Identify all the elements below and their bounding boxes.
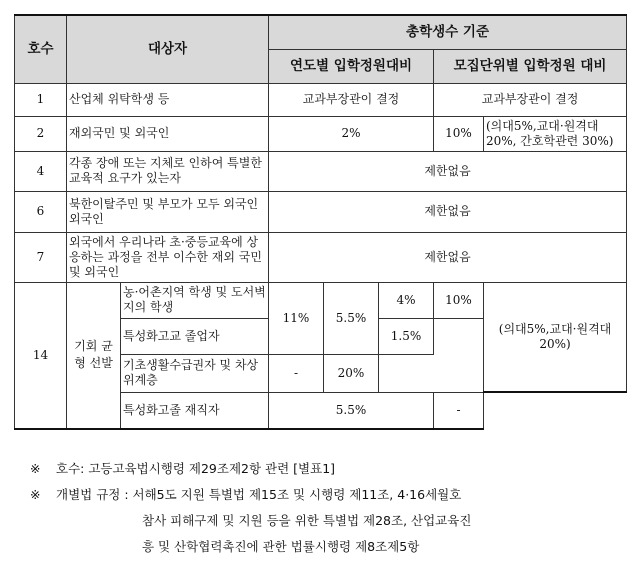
row2-no: 2 bbox=[15, 116, 67, 151]
row14-item1-pct: 4% bbox=[379, 282, 434, 318]
footnote-text: 참사 피해구제 및 지원 등을 위한 특별법 제28조, 산업교육진 bbox=[142, 513, 472, 528]
header-unit-quota: 모집단위별 입학정원 대비 bbox=[434, 49, 627, 83]
row2-year: 2% bbox=[269, 116, 434, 151]
footnote-2-cont-2 bbox=[30, 534, 620, 560]
row14-item4-name: 특성화고졸 재직자 bbox=[121, 392, 269, 429]
row14-year-sub: 5.5% bbox=[324, 282, 379, 354]
row14-group: 기회 균형 선발 bbox=[67, 282, 121, 429]
row14-item2-name: 특성화고교 졸업자 bbox=[121, 318, 269, 354]
row14-unit-note: (의대5%,교대·원격대20%) bbox=[484, 282, 627, 392]
header-no: 호수 bbox=[15, 15, 67, 83]
row7-target: 외국에서 우리나라 초·중등교육에 상응하는 과정을 전부 이수한 재외 국민 및 외국인 bbox=[67, 232, 269, 282]
footnote-mark: ※ bbox=[30, 461, 41, 476]
footnote-1 bbox=[30, 456, 620, 482]
row1-unit: 교과부장관이 결정 bbox=[434, 83, 627, 116]
footnote-text: 호수: 고등고육법시행령 제29조제2항 관련 [별표1] bbox=[56, 461, 336, 476]
row1-no: 1 bbox=[15, 83, 67, 116]
row4-value: 제한없음 bbox=[269, 151, 627, 191]
row2-unit-note: (의대5%,교대·원격대20%, 간호학관련 30%) bbox=[484, 116, 627, 151]
row7-no: 7 bbox=[15, 232, 67, 282]
row6-no: 6 bbox=[15, 191, 67, 232]
footnote-2 bbox=[30, 482, 620, 508]
row2-unit: 10% bbox=[434, 116, 484, 151]
row1-year: 교과부장관이 결정 bbox=[269, 83, 434, 116]
row4-target: 각종 장애 또는 지체로 인하여 특별한 교육적 요구가 있는자 bbox=[67, 151, 269, 191]
row14-item3-name: 기초생활수급권자 및 차상위계층 bbox=[121, 354, 269, 392]
row6-value: 제한없음 bbox=[269, 191, 627, 232]
footnote-2-cont-1 bbox=[30, 508, 620, 534]
row14-year-total: 11% bbox=[269, 282, 324, 354]
footnote-mark: ※ bbox=[30, 487, 41, 502]
row14-unit-main: 10% bbox=[434, 282, 484, 318]
quota-table bbox=[14, 14, 627, 430]
row1-target: 산업체 위탁학생 등 bbox=[67, 83, 269, 116]
row14-item4-unit: - bbox=[434, 392, 484, 429]
row6-target: 북한이탈주민 및 부모가 모두 외국인 외국인 bbox=[67, 191, 269, 232]
header-target: 대상자 bbox=[67, 15, 269, 83]
footnote-text: 개별법 규정 : 서해5도 지원 특별법 제15조 및 시행령 제11조, 4·16세월호 bbox=[56, 487, 462, 502]
footnote-text: 흥 및 산학협력촉진에 관한 법률시행령 제8조제5항 bbox=[142, 539, 420, 554]
header-year-quota: 연도별 입학정원대비 bbox=[269, 49, 434, 83]
row4-no: 4 bbox=[15, 151, 67, 191]
row14-item3-pct: - bbox=[269, 354, 324, 392]
row14-item4-pct: 5.5% bbox=[269, 392, 434, 429]
header-quota: 총학생수 기준 bbox=[269, 15, 627, 49]
row14-item3-unit: 20% bbox=[324, 354, 379, 392]
footnotes bbox=[30, 456, 620, 560]
row14-no: 14 bbox=[15, 282, 67, 429]
row14-item2-pct: 1.5% bbox=[379, 318, 434, 354]
row2-target: 재외국민 및 외국인 bbox=[67, 116, 269, 151]
document bbox=[14, 14, 627, 430]
row7-value: 제한없음 bbox=[269, 232, 627, 282]
row14-item1-name: 농·어촌지역 학생 및 도서벽지의 학생 bbox=[121, 282, 269, 318]
